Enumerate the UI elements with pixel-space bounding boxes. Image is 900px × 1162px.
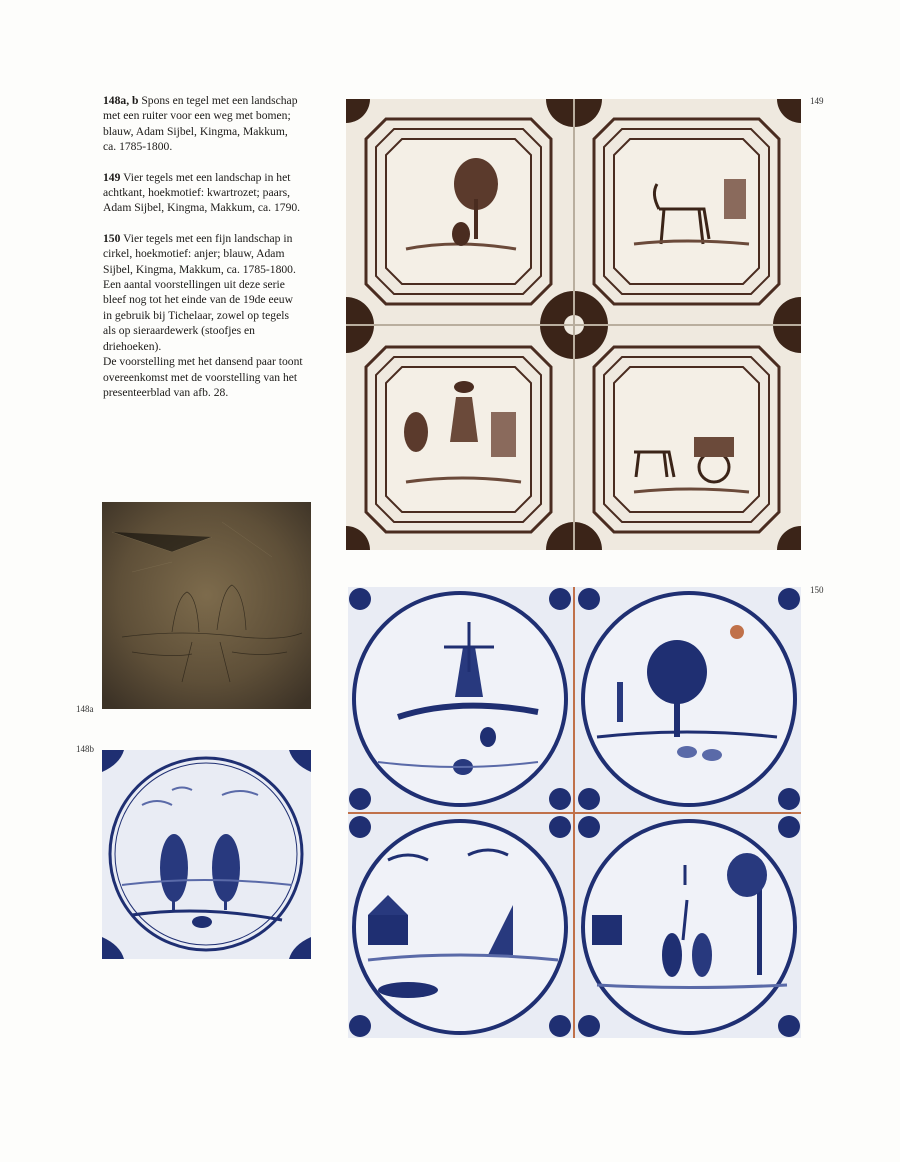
blue-circle-tiles-grid xyxy=(348,587,801,1038)
caption-number: 150 xyxy=(103,231,121,245)
figure-label-149: 149 xyxy=(810,96,824,106)
caption-extra-text: De voorstelling met het dansend paar toont overeenkomst met de voorstelling van het presenteerblad van afb. 28. xyxy=(103,355,303,399)
tiles-photo-150 xyxy=(348,587,801,1038)
manganese-tiles-grid xyxy=(346,99,801,550)
caption-149 xyxy=(103,170,303,216)
blue-tile-rider xyxy=(102,750,311,959)
captions-column xyxy=(103,93,303,415)
tiles-photo-149 xyxy=(346,99,801,550)
figure-label-150: 150 xyxy=(810,585,824,595)
sponge-image xyxy=(102,502,311,709)
caption-148 xyxy=(103,93,303,155)
caption-text: Spons en tegel met een landschap met een ruiter voor een weg met bomen; blauw, Adam Sijbel, Kingma, Makkum, ca. 1785-1800. xyxy=(103,94,298,154)
caption-number: 148a, b xyxy=(103,94,139,107)
caption-text: Vier tegels met een fijn landschap in cirkel, hoekmotief: anjer; blauw, Adam Sijbel, Kingma, Makkum, ca. 1785-1800. Een aantal voorstellingen uit deze serie bleef nog tot het einde van de 19de eeuw in gebruik bij Tichelaar, zowel op tegels als op sieraardewerk (stoofjes en driehoeken). xyxy=(103,231,296,353)
figure-label-148b: 148b xyxy=(76,744,94,754)
caption-150 xyxy=(103,231,303,400)
caption-text: Vier tegels met een landschap in het achtkant, hoekmotief: kwartrozet; paars, Adam Sijbel, Kingma, Makkum, ca. 1790. xyxy=(103,170,301,215)
caption-number: 149 xyxy=(103,170,121,184)
figure-label-148a: 148a xyxy=(76,704,94,714)
tile-photo-148b xyxy=(102,750,311,959)
sponge-photo-148a xyxy=(102,502,311,709)
